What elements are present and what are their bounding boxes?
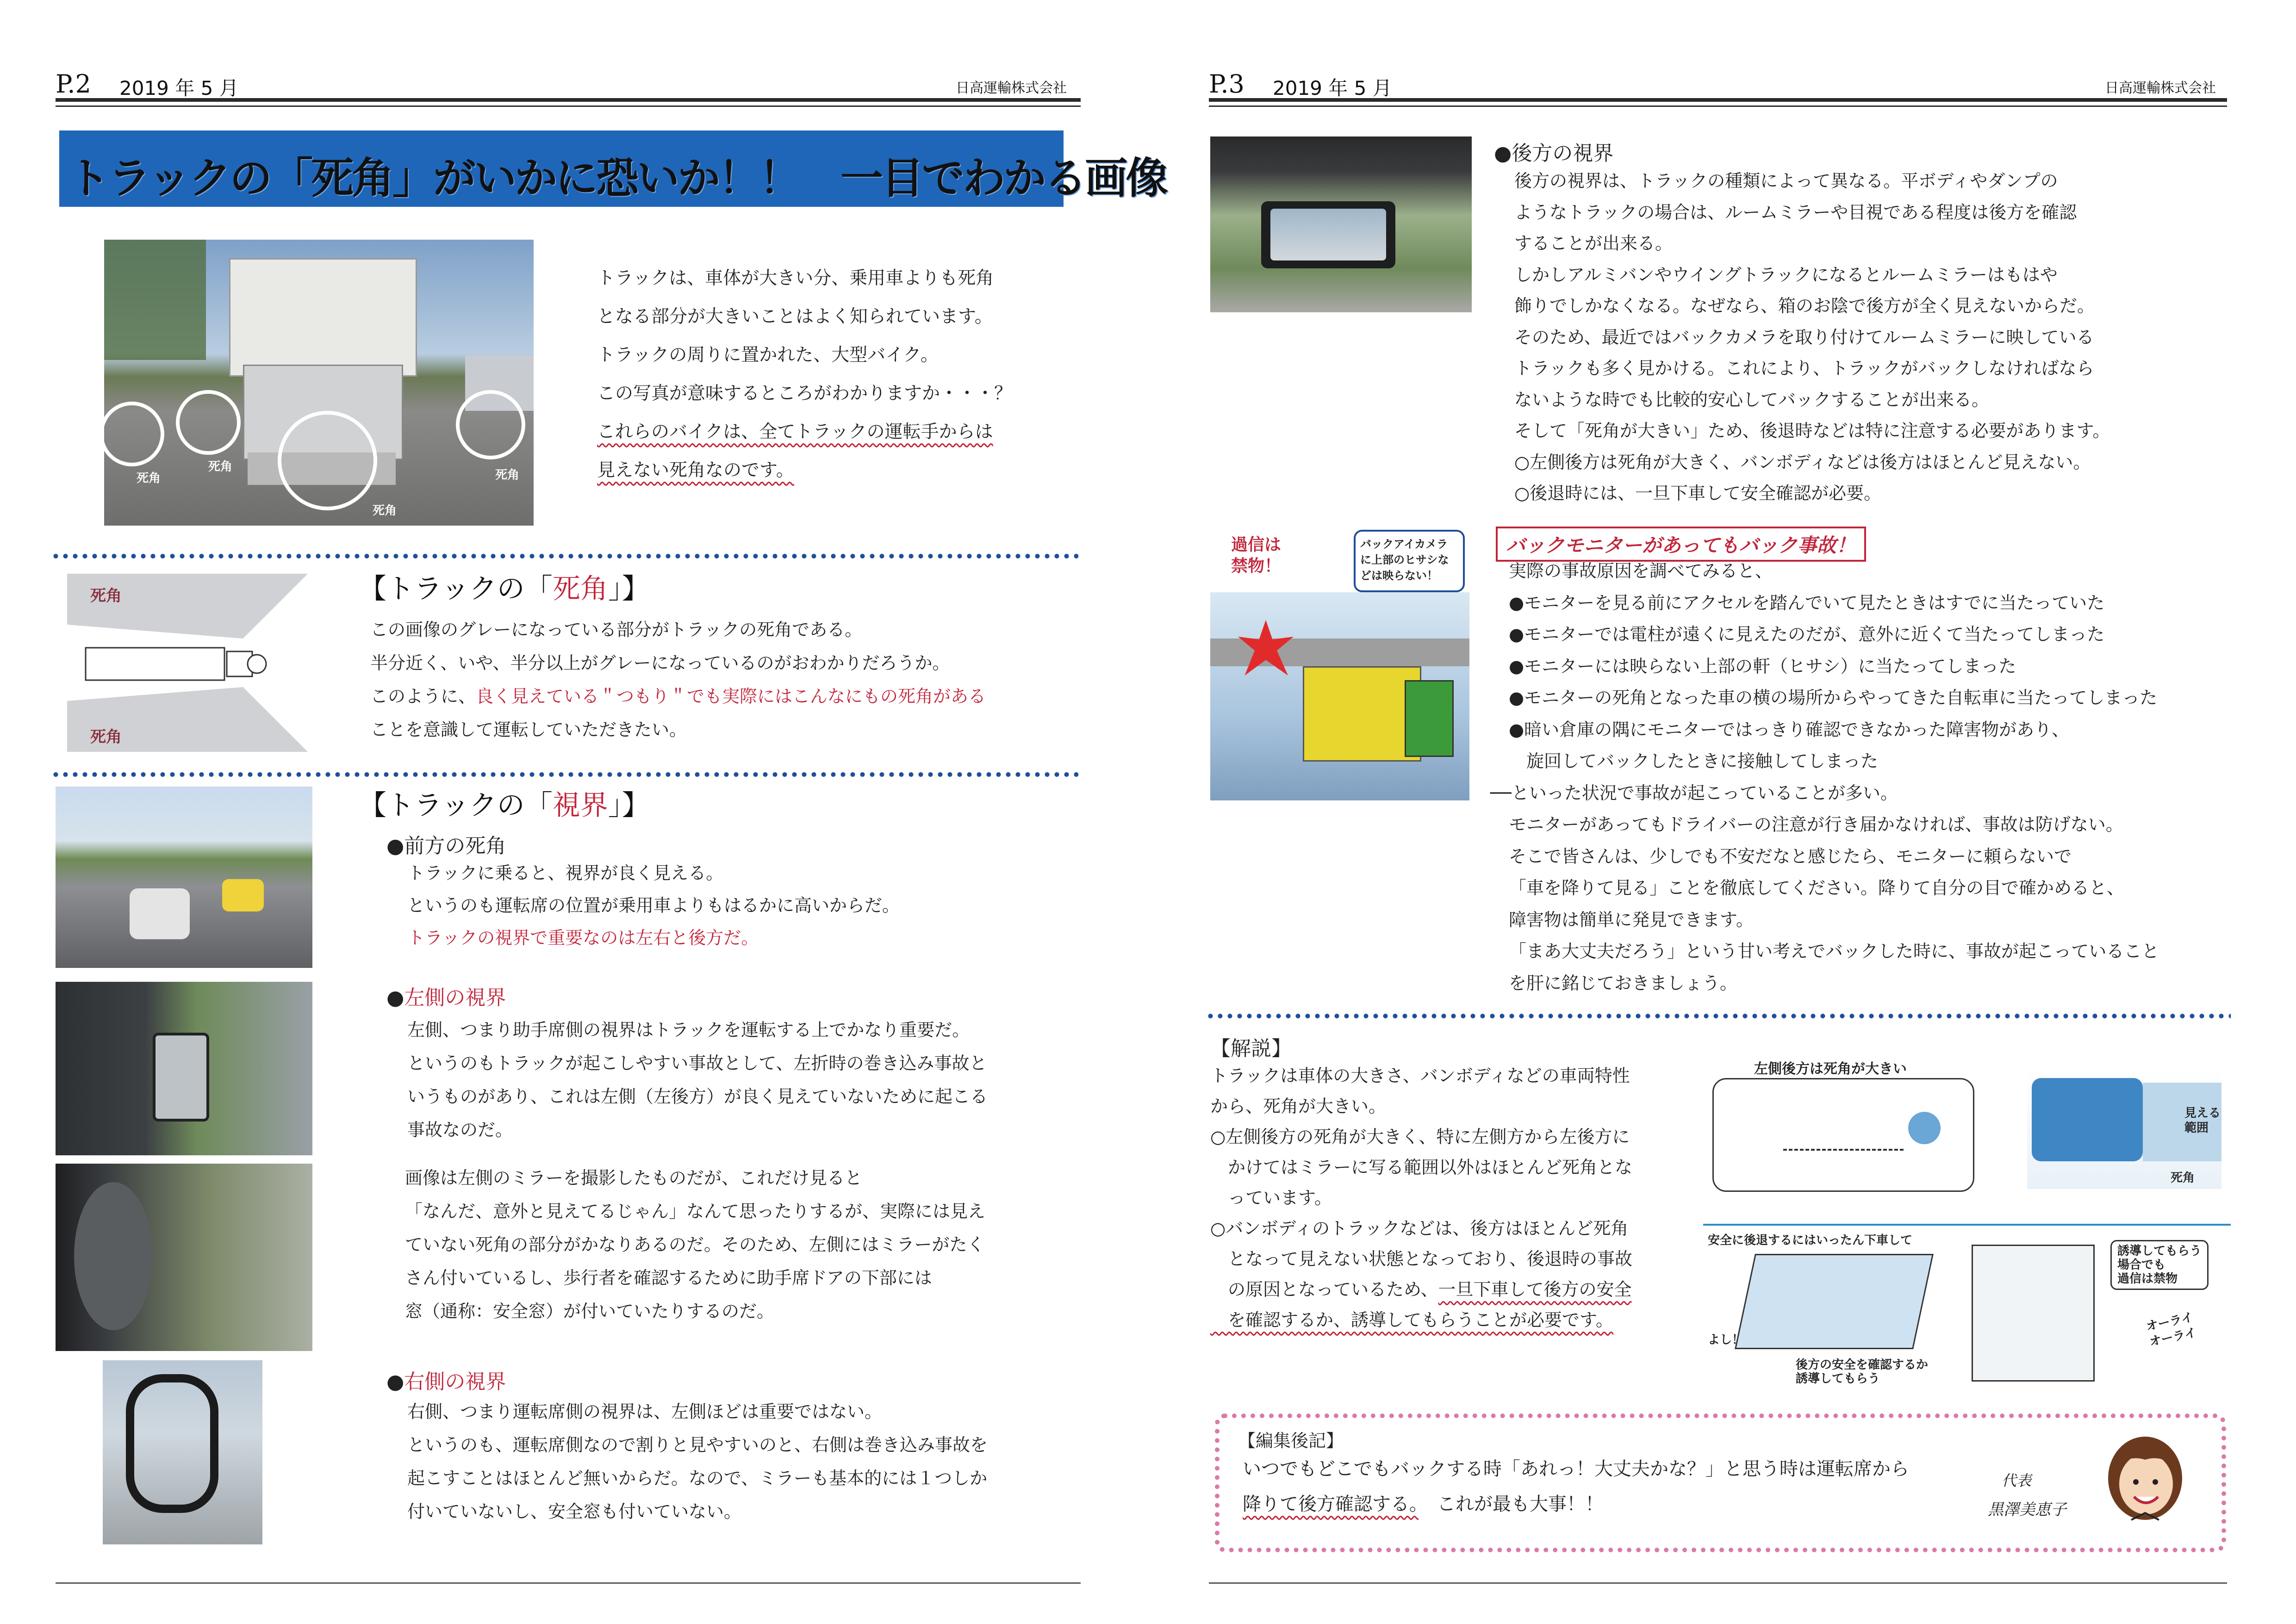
left-mirror-photo xyxy=(56,1164,312,1351)
header-rule xyxy=(1209,98,2227,102)
truck-blindspot-photo xyxy=(104,240,534,526)
rear-vision-heading: ●後方の視界 xyxy=(1494,142,1614,165)
right-vision-text: 右側、つまり運転席側の視界は、左側ほどは重要ではない。 というのも、運転席側なので割りと見やすいのと、右側は巻き込み事故を 起こすことはほとんど無いからだ。なので、ミラーも基本的には１つしか 付いていないし、安全窓も付いていない。 xyxy=(407,1401,988,1522)
company-name: 日高運輸株式会社 xyxy=(2105,80,2216,96)
view-arrow xyxy=(1783,1149,1904,1151)
rear-camera-mirror-photo xyxy=(1210,136,1472,312)
cab-interior-drawing xyxy=(1712,1078,1974,1192)
intro-text: トラックは、車体が大きい分、乗用車よりも死角 となる部分が大きいことはよく知られています。 トラックの周りに置かれた、大型バイク。 この写真が意味するところがわかりますか・・・？ これらのバイクは、全てトラックの運転手からは 見えない死角なのです。 xyxy=(597,268,1013,481)
author-portrait xyxy=(2103,1432,2187,1529)
blind-label: 死角 xyxy=(2171,1171,2195,1185)
overconfidence-label: 過信は 禁物！ xyxy=(1231,535,1282,576)
rear-vision-text: 後方の視界は、トラックの種類によって異なる。平ボディやダンプの ようなトラックの場合は、ルームミラーや目視である程度は後方を確認 することが出来る。 しかしアルミバンやウイングトラックになるとルームミラーはもはや 飾りでしかなくなる。なぜなら、箱のお陰で後方が全く見えないからだ。 そのため、最近ではバックカメラを取り付けてルームミラーに映している トラックも多く見かける。これにより、トラックがバックしなければなら ないような時でも比較的安心してバックすることが出来る。 そして「死角が大きい」ため、後退時などは特に注意する必要があります。 ○左側後方は死角が大きく、バンボディなどは後方はほとんど見えない。 ○後退時には、一旦下車して安全確認が必要。 xyxy=(1514,171,2110,503)
truck-cab-blue xyxy=(2032,1078,2143,1161)
editor-note-text: いつでもどこでもバックする時「あれっ！大丈夫かな？」と思う時は運転席から 降りて後方確認する。 これが最も大事！！ xyxy=(1243,1458,1909,1515)
front-blindspot-heading: ●前方の死角 xyxy=(386,834,506,858)
banner-title: トラックの「死角」がいかに恐いか！！ 一目でわかる画像 xyxy=(68,154,1167,203)
yosh-label: よし！ xyxy=(1708,1333,1744,1347)
blindspot-label: 死角 xyxy=(495,468,520,482)
page-number: P.2 xyxy=(56,69,91,99)
illustration-scene xyxy=(1210,592,1469,800)
left-vision-heading: ●左側の視界 xyxy=(386,986,506,1010)
blindspot-circle xyxy=(176,390,241,455)
blindspot-label: 死角 xyxy=(373,504,397,518)
camera-note: バックアイカメラ に上部のヒサシな どは映らない！ xyxy=(1354,530,1465,592)
truck-side-drawing xyxy=(2027,1069,2221,1189)
truck-back-drawing xyxy=(1735,1254,1934,1349)
commentary-heading: 【解説】 xyxy=(1210,1037,1292,1060)
truck-box xyxy=(229,258,417,377)
monitor-warning-box: バックモニターがあってもバック事故！ xyxy=(1496,527,1866,562)
truck-cab-green xyxy=(1405,680,1454,757)
blindspot-circle xyxy=(278,411,377,510)
footer-rule xyxy=(1209,1582,2227,1584)
car xyxy=(130,888,190,939)
illustration-divider xyxy=(1703,1224,2231,1226)
diagram-label: 死角 xyxy=(90,587,122,605)
commentary-text: トラックは車体の大きさ、バンボディなどの車両特性 から、死角が大きい。 ○左側後方の死角が大きく、特に左側方から左後方に かけてはミラーに写る範囲以外はほとんど死角とな っています。 ○バンボディのトラックなどは、後方はほとんど死角 となって見えない状態となっており、後退時の事故 の原因となっているため、一旦下車して後方の安全 を確認するか、誘導してもらうことが必要です。 xyxy=(1210,1066,1633,1330)
vision-heading: 【トラックの「視界」】 xyxy=(359,789,650,822)
dotted-divider xyxy=(51,772,1078,777)
trees xyxy=(104,240,206,360)
side-mirror xyxy=(153,1033,209,1122)
header-rule-thin xyxy=(1209,105,2227,107)
diagram-label: 死角 xyxy=(90,728,122,746)
right-vision-heading: ●右側の視界 xyxy=(386,1370,506,1394)
left-vision-text: 左側、つまり助手席側の視界はトラックを運転する上でかなり重要だ。 というのもトラックが起こしやすい事故として、左折時の巻き込み事故と いうものがあり、これは左側（左後方）が良く見えていないために起こる 事故なのだ。 xyxy=(407,1020,988,1140)
blindspot-label: 死角 xyxy=(137,471,161,485)
editor-note-box xyxy=(1215,1413,2226,1552)
title-banner xyxy=(59,130,1167,207)
issue-date: 2019 年 5 月 xyxy=(1273,77,1392,99)
left-rear-label: 左側後方は死角が大きい xyxy=(1754,1061,1907,1077)
blindspot-heading: 【トラックの「死角」】 xyxy=(359,573,650,605)
car xyxy=(222,879,264,911)
signature-name: 黒澤美恵子 xyxy=(1988,1500,2066,1519)
issue-date: 2019 年 5 月 xyxy=(119,77,239,99)
blindspot-diagram xyxy=(67,574,308,752)
author-portrait-svg xyxy=(2103,1432,2187,1529)
dotted-divider xyxy=(51,553,1078,559)
header-rule xyxy=(56,98,1081,102)
page-number: P.3 xyxy=(1209,69,1244,99)
signature-title: 代表 xyxy=(2002,1472,2032,1489)
dotted-divider xyxy=(1206,1013,2231,1019)
blindspot-label: 死角 xyxy=(208,460,233,474)
left-mirror-text: 画像は左側のミラーを撮影したものだが、これだけ見ると 「なんだ、意外と見えてるじゃん」なんて思ったりするが、実際には見え ていない死角の部分がかなりあるのだ。そのため、左側にはミラーがたく さん付いているし、歩行者を確認するために助手席ドアの下部には 窓（通称：安全窓）が付いていたりするのだ。 xyxy=(405,1168,986,1321)
company-name: 日高運輸株式会社 xyxy=(956,80,1067,96)
visible-range-label: 見える 範囲 xyxy=(2184,1106,2221,1135)
blindspot-circle xyxy=(104,402,164,466)
header-rule-thin xyxy=(56,105,1081,107)
confirm-label: 後方の安全を確認するか 誘導してもらう xyxy=(1796,1358,1929,1386)
room-mirror xyxy=(1261,201,1395,268)
truck-rear-drawing xyxy=(1972,1245,2095,1382)
blindspot-circle xyxy=(456,390,525,459)
mirror-frame xyxy=(126,1374,218,1513)
driver-figure xyxy=(1908,1112,1941,1144)
right-mirror-photo xyxy=(103,1360,262,1544)
back-accident-illustration xyxy=(1210,518,1469,800)
guide-warning-label: 誘導してもらう 場合でも 過信は禁物 xyxy=(2110,1240,2209,1290)
blindspot-text: この画像のグレーになっている部分がトラックの死角である。 半分近く、いや、半分以上がグレーになっているのがおわかりだろうか。 このように、良く見えている＂つもり＂でも実際にはこんなにもの死角がある ことを意識して運転していただきたい。 xyxy=(370,620,986,740)
monitor-screen xyxy=(1270,209,1386,260)
all-right-label: オーライ オーライ xyxy=(2145,1310,2198,1350)
footer-rule xyxy=(56,1582,1081,1584)
get-off-label: 安全に後退するにはいったん下車して xyxy=(1708,1233,1913,1247)
commentary-illustrations xyxy=(1703,1050,2231,1393)
monitor-accident-text: 実際の事故原因を調べてみると、 ●モニターを見る前にアクセルを踏んでいて見たときはすでに当たっていた ●モニターでは電柱が遠くに見えたのだが、意外に近くて当たってしまった ●モニターには映らない上部の軒（ヒサシ）に当たってしまった ●モニターの死角となった車の横の場所からやってきた自転車に当たってしまった ●暗い倉庫の隅にモニターではっきり確認できなかった障害物があり、 旋回してバックしたときに接触してしまった ──といった状況で事故が起こっていることが多い。 モニターがあってもドライバーの注意が行き届かなければ、事故は防げない。 そこで皆さんは、少しでも不安だなと感じたら、モニターに頼らないで 「車を降りて見る」ことを徹底してください。降りて自分の目で確かめると、 障害物は簡単に発見できます。 「まあ大丈夫だろう」という甘い考えでバックした時に、事故が起こっていること を肝に銘じておきましょう。 xyxy=(1490,561,2159,993)
left-side-view-photo xyxy=(56,982,312,1155)
editor-note-heading: 【編集後記】 xyxy=(1238,1431,1344,1451)
front-view-photo xyxy=(56,787,312,968)
front-blindspot-text: トラックに乗ると、視界が良く見える。 というのも運転席の位置が乗用車よりもはるかに高いからだ。 トラックの視界で重要なのは左右と後方だ。 xyxy=(407,863,900,948)
mirror-glass xyxy=(74,1182,153,1330)
truck-box-yellow xyxy=(1303,666,1421,762)
